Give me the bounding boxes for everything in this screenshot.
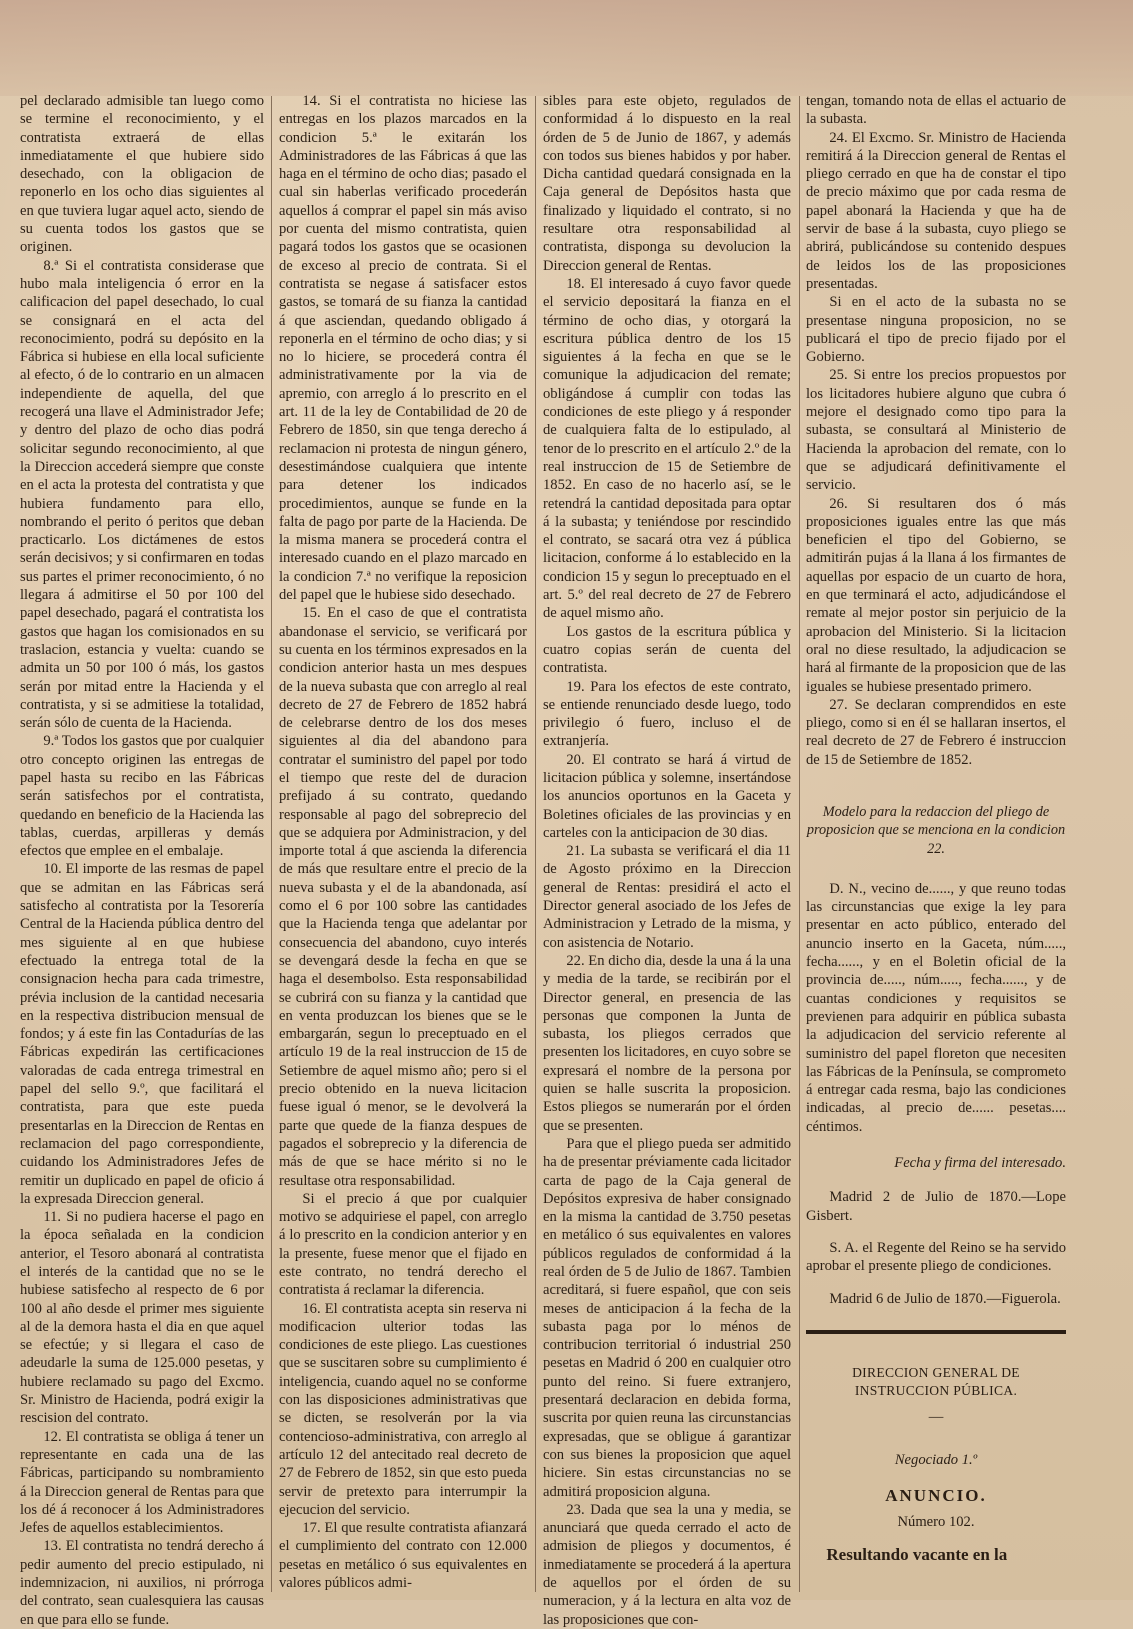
dash-divider: — (928, 1409, 944, 1426)
condition-15: 15. En el caso de que el contratista abandonase el servicio, se verificará por su cuenta en los términos expresados en la condicion anterior hasta un mes despues de la nueva subasta que con arreglo al real decreto de 27 de Febrero de 1852 habrá de celebrarse dentro de los dos meses siguientes al dia del abandono para contratar el suministro del papel por todo el tiempo que reste del de duracion prefijado á su contrato, quedando responsable al pago del sobreprecio del que se adquiera por Administracion, y del importe total á que ascienda la diferencia de más que resultare entre el precio de la nueva subasta y el de la abandonada, así como el 6 por 100 sobre las cantidades que la Hacienda tenga que adelantar por consecuencia del abandono, cuyo interés se devengará desde la fecha en que se haga el desembolso. Esta responsabilidad se cubrirá con su fianza y la cantidad que en venta produzcan los bienes que se le embargarán, segun lo preceptuado en el artículo 19 de la real instruccion de 15 de Setiembre de aquel mismo año; pero si el precio obtenido en la nueva licitacion fuese igual ó menor, se le devolverá la parte que quede de la fianza despues de pagados el sobreprecio y la diferencia de más de que se hace mérito si no le resultase otra responsabilidad. (279, 605, 527, 1189)
paragraph: Para que el pliego pueda ser admitido ha de presentar préviamente cada licitador carta de pago de la Caja general de Depósitos expresiva de haber consignado en la misma la cantidad de 3.750 pesetas en metálico ó sus equivalentes en valores públicos regulados de conformidad á la real órden de 5 de Julio de 1867. Tambien acreditará, si fuere español, que con seis meses de anticipacion á la fecha de la subasta paga por lo ménos de contribucion territorial ó industrial 250 pesetas en Madrid ó 200 en cualquier otro punto del reino. Si fuere extranjero, presentará declaracion en debida forma, suscrita por quien reuna las circunstancias expresadas, que se obligue á garantizar con sus bienes la proposicion que aquel hiciere. Sin estas circunstancias no se admitirá proposicion alguna. (543, 1135, 791, 1500)
condition-9: 9.ª Todos los gastos que por cualquier otro concepto originen las entregas de papel hasta su recibo en las Fábricas serán satisfechos por el contratista, quedando en beneficio de la Hacienda las tablas, cuerdas, arpilleras y demás efectos que emplee en el embalaje. (20, 733, 264, 860)
column-1 (20, 92, 264, 1628)
negociado-label: Negociado 1.º (894, 1451, 978, 1468)
column-4 (806, 92, 1066, 1592)
anuncio-number: Número 102. (897, 1514, 975, 1531)
paragraph: Si el precio á que por cualquier motivo se adquiriese el papel, con arreglo á lo prescrito en la condicion anterior y en la presente, fuese menor que el fijado en este contrato, no tendrá derecho el contratista á reclamar la diferencia. (279, 1190, 527, 1299)
paragraph: sibles para este objeto, regulados de conformidad á lo dispuesto en la real órden de 5 de Junio de 1867, y además con todos sus bienes habidos y por haber. Dicha cantidad quedará consignada en la Caja general de Depósitos hasta que finalizado y liquidado el contrato, si no resultare otra responsabilidad al contratista, disponga su devolucion la Direccion general de Rentas. (543, 93, 791, 274)
column-rule (271, 96, 272, 1592)
condition-12: 12. El contratista se obliga á tener un representante en cada una de las Fábricas, participando su nombramiento á la Direccion general de Rentas para que los dé á reconocer á los Administradores Jefes de aquellos establecimientos. (20, 1428, 264, 1537)
model-title: Modelo para la redaccion del pliego de proposicion que se menciona en la condicion 22. (806, 803, 1066, 857)
section-divider (806, 1330, 1066, 1334)
condition-23: 23. Dada que sea la una y media, se anunciará que queda cerrado el acto de admision de pliegos y documentos, é inmediatamente se procederá á la apertura de aquellos por el órden de su numeracion, y á la lectura en alta voz de las proposiciones que con- (543, 1501, 791, 1628)
condition-25: 25. Si entre los precios propuestos por los licitadores hubiere alguno que cubra ó mejore el designado como tipo para la subasta, se consultará al Ministerio de Hacienda la aprobacion del remate, con lo que se adjudicará definitivamente el servicio. (806, 367, 1066, 494)
column-rule (799, 96, 800, 1592)
anuncio-title: ANUNCIO. (885, 1486, 987, 1505)
condition-16: 16. El contratista acepta sin reserva ni modificacion ulterior todas las condiciones de este pliego. Las cuestiones que se suscitaren sobre su cumplimiento é inteligencia, cuando aquel no se conforme con las disposiciones administrativas que se dicten, se resolverán por la via contencioso-administrativa, con arreglo al artículo 12 del antecitado real decreto de 27 de Febrero de 1852, sin que esto pueda servir de pretexto para interrumpir la ejecucion del servicio. (279, 1300, 527, 1518)
condition-22: 22. En dicho dia, desde la una á la una y media de la tarde, se recibirán por el Director general, en presencia de las personas que componen la Junta de subasta, los pliegos cerrados que presenten los licitadores, en cuyo sobre se expresará el nombre de la persona por quien se halle suscrita la proposicion. Estos pliegos se numerarán por el órden que se presenten. (543, 952, 791, 1134)
condition-11: 11. Si no pudiera hacerse el pago en la época señalada en la condicion anterior, el Tesoro abonará al contratista el interés de la cantidad que no se le hubiese satisfecho al respecto de 6 por 100 al año desde el primer mes siguiente al de la demora hasta el dia en que aquel se efectúe; y si llegara el caso de adeudarle la suma de 125.000 pesetas, y hubiere reclamado su pago del Excmo. Sr. Ministro de Hacienda, podrá exigir la rescision del contrato. (20, 1209, 264, 1427)
condition-21: 21. La subasta se verificará el dia 11 de Agosto próximo en la Direccion general de Rentas: presidirá el acto el Director general asociado de los Jefes de Administracion y Letrado de la misma, y con asistencia de Notario. (543, 843, 791, 951)
condition-19: 19. Para los efectos de este contrato, se entiende renunciado desde luego, todo privilegio ó fuero, incluso el de extranjería. (543, 678, 791, 750)
condition-8: 8.ª Si el contratista considerase que hubo mala inteligencia ó error en la calificacion del papel desechado, lo cual se consignará en el acta del reconocimiento, podrá su depósito en la Fábrica si hubiese en ella local suficiente al efecto, ó de lo contrario en un almacen independiente de aquella, del que recogerá una llave el Administrador Jefe; y dentro del plazo de ocho dias podrá solicitar segundo reconocimiento, al que la Direccion accederá siempre que conste en el acta la protesta del contratista y que hubiera fundamento para ello, nombrando el perito ó peritos que deban practicarlo. Los dictámenes de estos serán decisivos; y si confirmaren en todas sus partes el primer reconocimiento, ó no llegara á admitirse el 50 por 100 del papel desechado, pagará el contratista los gastos que hagan los comisionados en su traslacion, estancia y vuelta: cuando se admita un 50 por 100 ó más, los gastos serán por mitad entre la Hacienda y el contratista, y si se admitiese la totalidad, serán sólo de cuenta de la Hacienda. (20, 257, 264, 732)
condition-24: 24. El Excmo. Sr. Ministro de Hacienda remitirá á la Direccion general de Rentas el pliego cerrado en que ha de constar el tipo de precio máximo que por cada resma de papel abonará la Hacienda y que ha de servir de base á la subasta, cuyo pliego se abrirá, publicándose su contenido despues de leidos los de las proposiciones presentadas. (806, 129, 1066, 292)
condition-10: 10. El importe de las resmas de papel que se admitan en las Fábricas será satisfecho al contratista por la Tesorería Central de la Hacienda pública dentro del mes siguiente al en que hubiese efectuado la entrega total de la consignacion hecha para cada trimestre, prévia inclusion de la cantidad necesaria en la respectiva distribucion mensual de fondos; y á este fin las Contadurías de las Fábricas expedirán las certificaciones valoradas de cada entrega trimestral en papel del sello 9.º, que facilitará el contratista, para que este pueda presentarlas en la Direccion de Rentas en reclamacion del pago correspondiente, cuidando los Administradores Jefes de remitir un duplicado en papel de oficio á la expresada Direccion general. (20, 861, 264, 1207)
condition-17: 17. El que resulte contratista afianzará el cumplimiento del contrato con 12.000 pesetas en metálico ó sus equivalentes en valores públicos admi- (279, 1520, 527, 1592)
paragraph: Si en el acto de la subasta no se presentase ninguna proposicion, no se publicará el tipo de precio fijado por el Gobierno. (806, 294, 1066, 366)
dateline: Madrid 6 de Julio de 1870.—Figuerola. (829, 1290, 1061, 1307)
section-heading: DIRECCION GENERAL DE INSTRUCCION PÚBLICA. (852, 1364, 1020, 1399)
approval-note: S. A. el Regente del Reino se ha servido aprobar el presente pliego de condiciones. (806, 1239, 1066, 1275)
paragraph: Resultando vacante en la (826, 1544, 1008, 1564)
condition-18: 18. El interesado á cuyo favor quede el servicio depositará la fianza en el término de ocho dias, y otorgará la escritura pública dentro de los 15 siguientes á la fecha en que se le comunique la adjudicacion del remate; obligándose á cumplir con todas las condiciones de este pliego y á responder de cualquiera falta de lo estipulado, al tenor de lo prescrito en el artículo 2.º de la real instruccion de 15 de Setiembre de 1852. En caso de no hacerlo así, se le retendrá la cantidad depositada para optar á la subasta; y teniéndose por rescindido el contrato, se sacará otra vez á pública licitacion, conforme á lo establecido en la condicion 15 y segun lo preceptuado en el art. 5.º del real decreto de 27 de Febrero de aquel mismo año. (543, 275, 791, 622)
dateline: Madrid 2 de Julio de 1870.—Lope Gisbert. (806, 1189, 1066, 1224)
paragraph: pel declarado admisible tan luego como se termine el reconocimiento, y el contratista extraerá de ellas inmediatamente el que hubiere sido desechado, con la obligacion de reponerlo en los ocho dias siguientes al en que tuviera lugar aquel acto, siendo de su cuenta todos los gastos que se originen. (20, 93, 264, 256)
column-2 (279, 92, 527, 1592)
condition-14: 14. Si el contratista no hiciese las entregas en los plazos marcados en la condicion 5.ª le exitarán los Administradores de las Fábricas á que las haga en el término de ocho dias; pasado el cual sin haberlas verificado procederán aquellos á comprar el papel sin más aviso por cuenta del mismo contratista, quien pagará todos los gastos que se ocasionen de exceso al precio de contrata. Si el contratista se negase á satisfacer estos gastos, se tomará de su fianza la cantidad á que asciendan, quedando obligado á reponerla en el término de ocho dias; y si no lo hiciere, se procederá contra él administrativamente por la via de apremio, con arreglo á lo prescrito en el art. 11 de la ley de Contabilidad de 20 de Febrero de 1850, sin que tenga derecho á reclamacion ni protesta de ningun género, desestimándose cualquiera que intente para detener los indicados procedimientos, aunque se funde en la falta de pago por parte de la Hacienda. De la misma manera se procederá contra el interesado cuando en el plazo marcado en la condicion 7.ª no verifique la reposicion del papel que le hubiese sido desechado. (279, 93, 527, 604)
column-rule (535, 96, 536, 1592)
paragraph: tengan, tomando nota de ellas el actuario de la subasta. (806, 93, 1066, 128)
model-letter: D. N., vecino de......, y que reuno todas las circunstancias que exige la ley para presentar en acto público, enterado del anuncio inserto en la Gaceta, núm....., fecha......, y en el Boletin oficial de la provincia de....., núm....., fecha......, y de cuantas condiciones y requisitos se previenen para adquirir en pública subasta la adjudicacion del servicio referente al suministro del papel floreton que necesiten las Fábricas de la Península, se comprometo á entregar cada resma, bajo las condiciones indicadas, al precio de...... pesetas.... céntimos. (806, 880, 1066, 1135)
signature-line: Fecha y firma del interesado. (894, 1155, 1066, 1172)
condition-20: 20. El contrato se hará á virtud de licitacion pública y solemne, insertándose los anuncios oportunos en la Gaceta y Boletines oficiales de las provincias y en carteles con la anticipacion de 30 dias. (543, 751, 791, 841)
condition-13: 13. El contratista no tendrá derecho á pedir aumento del precio estipulado, ni indemnizacion, ni auxilios, ni prórroga del contrato, sean cualesquiera las causas en que para ello se funde. (20, 1538, 264, 1628)
condition-26: 26. Si resultaren dos ó más proposiciones iguales entre las que más beneficien el tipo del Gobierno, se admitirán pujas á la llana á los firmantes de aquellas por espacio de un cuarto de hora, en que terminará el acto, adjudicándose el remate al mejor postor sin perjuicio de la aprobacion del Ministerio. Si la licitacion oral no diese resultado, la adjudicacion se hará al firmante de la proposicion que de las iguales se hubiese presentado primero. (806, 495, 1066, 695)
condition-27: 27. Se declaran comprendidos en este pliego, como si en él se hallaran insertos, el real decreto de 27 de Febrero é instruccion de 15 de Setiembre de 1852. (806, 696, 1066, 768)
page-top-discoloration (0, 0, 1133, 96)
column-3 (543, 92, 791, 1628)
paragraph: Los gastos de la escritura pública y cuatro copias serán de cuenta del contratista. (543, 623, 791, 677)
